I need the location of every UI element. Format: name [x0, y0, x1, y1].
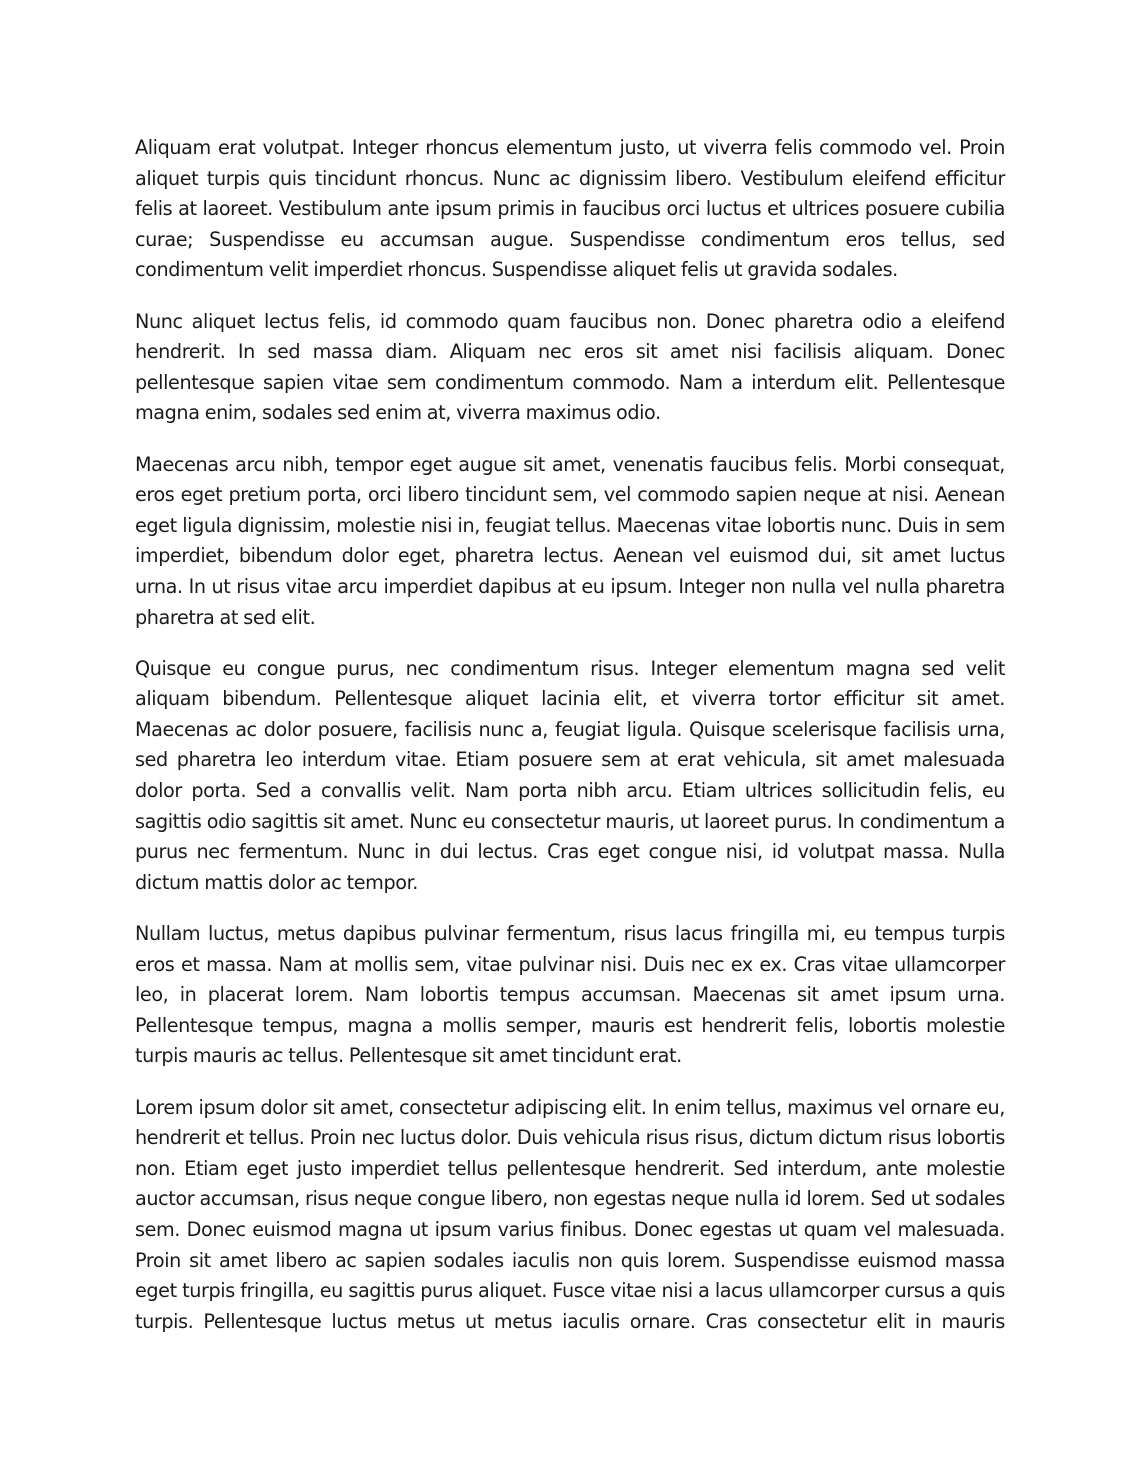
paragraph-3: Maecenas arcu nibh, tempor eget augue sit amet, venenatis faucibus felis. Morbi consequat, eros eget pretium porta, orci libero tincidunt sem, vel commodo sapien neque at nisi. Aenean eget ligula dignissim, molestie nisi in, feugiat tellus. Maecenas vitae lobortis nunc. Duis in sem imperdiet, bibendum dolor eget, pharetra lectus. Aenean vel euismod dui, sit amet luctus urna. In ut risus vitae arcu imperdiet dapibus at eu ipsum. Integer non nulla vel nulla pharetra pharetra at sed elit. — [135, 452, 1005, 629]
paragraph-6: Lorem ipsum dolor sit amet, consectetur adipiscing elit. In enim tellus, maximus vel ornare eu, hendrerit et tellus. Proin nec luctus dolor. Duis vehicula risus risus, dictum dictum risus lobortis non. Etiam eget justo imperdiet tellus pellentesque hendrerit. Sed interdum, ante molestie auctor accumsan, risus neque congue libero, non egestas neque nulla id lorem. Sed ut sodales sem. Donec euismod magna ut ipsum varius finibus. Donec egestas ut quam vel malesuada. Proin sit amet libero ac sapien sodales iaculis non quis lorem. Suspendisse euismod massa eget turpis fringilla, eu sagittis purus aliquet. Fusce vitae nisi a lacus ullamcorper cursus a quis turpis. Pellentesque luctus metus ut metus iaculis ornare. Cras consectetur elit in mauris — [135, 1095, 1005, 1333]
paragraph-2: Nunc aliquet lectus felis, id commodo quam faucibus non. Donec pharetra odio a eleifend hendrerit. In sed massa diam. Aliquam nec eros sit amet nisi facilisis aliquam. Donec pellentesque sapien vitae sem condimentum commodo. Nam a interdum elit. Pellentesque magna enim, sodales sed enim at, viverra maximus odio. — [135, 309, 1005, 425]
paragraph-4: Quisque eu congue purus, nec condimentum risus. Integer elementum magna sed velit aliquam bibendum. Pellentesque aliquet lacinia elit, et viverra tortor efficitur sit amet. Maecenas ac dolor posuere, facilisis nunc a, feugiat ligula. Quisque scelerisque facilisis urna, sed pharetra leo interdum vitae. Etiam posuere sem at erat vehicula, sit amet malesuada dolor porta. Sed a convallis velit. Nam porta nibh arcu. Etiam ultrices sollicitudin felis, eu sagittis odio sagittis sit amet. Nunc eu consectetur mauris, ut laoreet purus. In condimentum a purus nec fermentum. Nunc in dui lectus. Cras eget congue nisi, id volutpat massa. Nulla dictum mattis dolor ac tempor. — [135, 656, 1005, 894]
document-body — [135, 133, 1005, 1337]
paragraph-5: Nullam luctus, metus dapibus pulvinar fermentum, risus lacus fringilla mi, eu tempus turpis eros et massa. Nam at mollis sem, vitae pulvinar nisi. Duis nec ex ex. Cras vitae ullamcorper leo, in placerat lorem. Nam lobortis tempus accumsan. Maecenas sit amet ipsum urna. Pellentesque tempus, magna a mollis semper, mauris est hendrerit felis, lobortis molestie turpis mauris ac tellus. Pellentesque sit amet tincidunt erat. — [135, 922, 1005, 1068]
paragraph-1: Aliquam erat volutpat. Integer rhoncus elementum justo, ut viverra felis commodo vel. Proin aliquet turpis quis tincidunt rhoncus. Nunc ac dignissim libero. Vestibulum eleifend efficitur felis at laoreet. Vestibulum ante ipsum primis in faucibus orci luctus et ultrices posuere cubilia curae; Suspendisse eu accumsan augue. Suspendisse condimentum eros tellus, sed condimentum velit imperdiet rhoncus. Suspendisse aliquet felis ut gravida sodales. — [135, 136, 1005, 282]
